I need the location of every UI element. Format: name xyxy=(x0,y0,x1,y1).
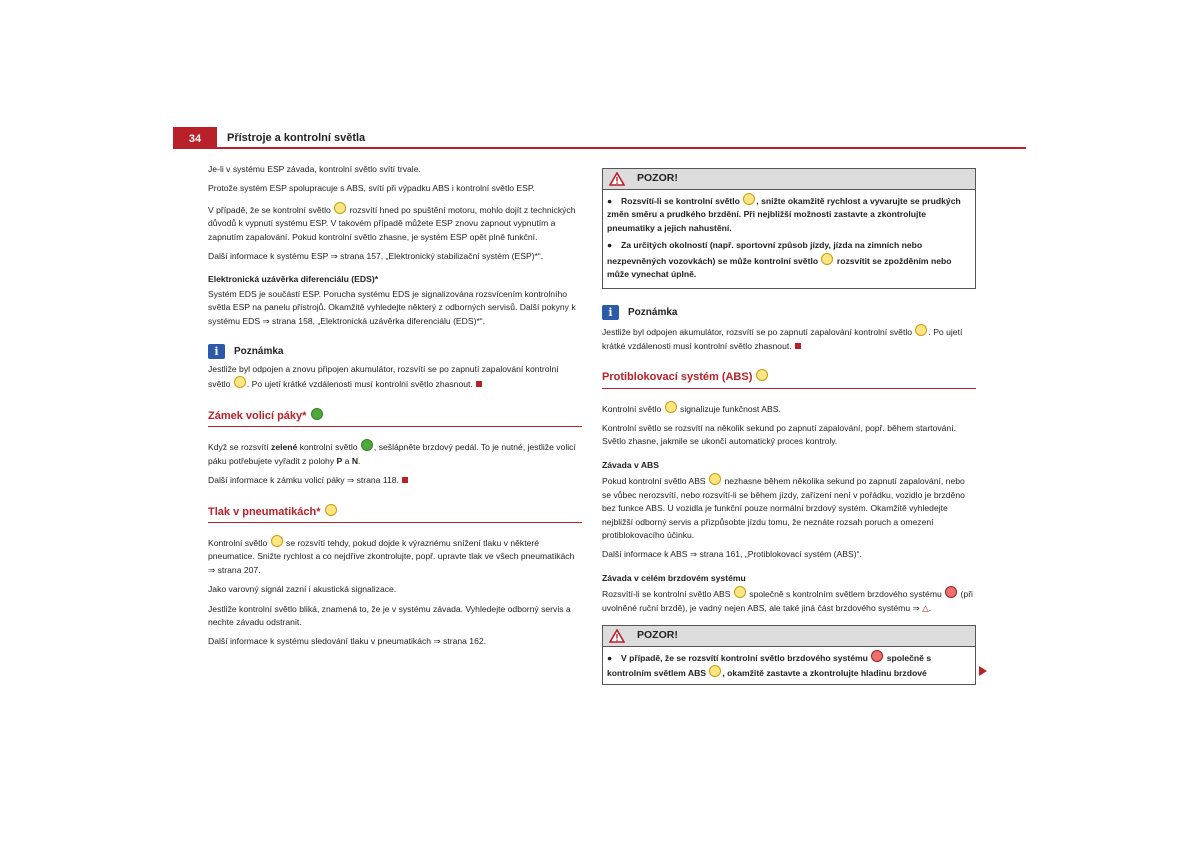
paragraph: Kontrolní světlo se rozsvítí tehdy, pokud dojde k výraznému snížení tlaku v některé pneumatice. Snižte rychlost a co nejdříve zkontrolujte, popř. upravte tlak ve všech pneumatikách ⇒ strana 207. xyxy=(208,535,582,577)
brake-fault-heading: Závada v celém brzdovém systému xyxy=(602,572,746,583)
end-mark-icon xyxy=(476,381,482,387)
warning-triangle-icon xyxy=(609,172,625,186)
warning-header xyxy=(603,626,975,647)
paragraph: Další informace k systému ESP ⇒ strana 157, „Elektronický stabilizační systém (ESP)*“. xyxy=(208,251,544,262)
end-mark-icon xyxy=(402,477,408,483)
paragraph: Další informace k ABS ⇒ strana 161, „Protiblokovací systém (ABS)“. xyxy=(602,549,862,560)
warning-body xyxy=(603,190,975,288)
warning-triangle-icon xyxy=(609,629,625,643)
abs-fault-heading: Závada v ABS xyxy=(602,459,659,470)
warning-title: POZOR! xyxy=(637,172,678,185)
selector-lock-icon xyxy=(361,439,373,451)
note-heading xyxy=(208,344,582,359)
warning-item: ● Za určitých okolností (např. sportovní způsob jízdy, jízda na zimních nebo nezpevněných vozovkách) se může kontrolní světlo rozsvítit se zpožděním nebo může vynechat úplně. xyxy=(607,240,952,280)
tyre-pressure-icon xyxy=(271,535,283,547)
tyre-pressure-icon xyxy=(743,193,755,205)
paragraph: Jestliže kontrolní světlo bliká, znamená to, že je v systému závada. Vyhledejte odborný servis a nechte závadu odstranit. xyxy=(208,603,571,627)
section-heading-abs: Protiblokovací systém (ABS) xyxy=(602,369,976,388)
tyre-pressure-icon xyxy=(325,504,337,516)
warning-header xyxy=(603,169,975,190)
paragraph: V případě, že se kontrolní světlo rozsvítí hned po spuštění motoru, mohlo dojít z technických důvodů k vypnutí systému ESP. V takovém případě můžete ESP znovu zapnout vypnutím a zapnutím zapalování. Pokud kontrolní světlo zhasne, je systém ESP opět plně funkční. xyxy=(208,202,582,244)
continue-arrow-icon xyxy=(979,666,987,676)
esp-warning-icon xyxy=(334,202,346,214)
paragraph: Kontrolní světlo se rozsvítí na několik sekund po zapnutí zapalování, popř. během startování. Světlo zhasne, jakmile se ukončí automatický proces kontroly. xyxy=(602,423,956,447)
abs-icon xyxy=(734,586,746,598)
page-number: 34 xyxy=(173,127,217,149)
header-rule xyxy=(173,147,1026,149)
eds-heading: Elektronická uzávěrka diferenciálu (EDS)* xyxy=(208,274,379,285)
paragraph: Pokud kontrolní světlo ABS nezhasne během několika sekund po zapnutí zapalování, nebo se vůbec nerozsvítí, nebo rozsvítí-li se během jízdy, zařízení není v pořádku, vozidlo je brzděno bez funkce ABS. U vozidla je funkční pouze normální brzdový systém. Okamžitě vyhledejte nejbližší odborný servis a přizpůsobte jízdu tomu, že neznáte rozsah poruch a omezení protiblokovacího účinku. xyxy=(602,473,976,542)
abs-icon xyxy=(709,473,721,485)
warning-body xyxy=(603,647,975,684)
warning-box xyxy=(602,168,976,289)
esp-warning-icon xyxy=(234,376,246,388)
section-heading-selector-lock: Zámek volicí páky* xyxy=(208,408,582,427)
right-column xyxy=(602,168,976,685)
info-icon: i xyxy=(602,305,619,320)
warning-triangle-icon: △ xyxy=(922,602,929,613)
note-text: Jestliže byl odpojen akumulátor, rozsvítí se po zapnutí zapalování kontrolní světlo . Po ujetí krátké vzdálenosti musí kontrolní světlo zhasnout. xyxy=(602,324,976,353)
abs-icon xyxy=(665,401,677,413)
warning-item: ● V případě, že se rozsvítí kontrolní světlo brzdového systému společně s kontrolním světlem ABS , okamžitě zastavte a zkontrolujte hladinu brzdové xyxy=(607,650,971,681)
note-text: Jestliže byl odpojen a znovu připojen akumulátor, rozsvítí se po zapnutí zapalování kontrolní světlo . Po ujetí krátké vzdálenosti musí kontrolní světlo zhasnout. xyxy=(208,364,559,390)
warning-item: ● Rozsvítí-li se kontrolní světlo , snižte okamžitě rychlost a vyvarujte se prudkých změn směru a prudkého brzdění. Při nejbližší možnosti zastavte a zkontrolujte pneumatiky a jejich nahustění. xyxy=(607,193,971,235)
paragraph: Systém EDS je součástí ESP. Porucha systému EDS je signalizována rozsvícením kontrolního světla ESP na panelu přístrojů. Okamžitě vyhledejte některý z odborných servisů. Další pokyny k systému EDS ⇒ strana 158, „Elektronická uzávěrka diferenciálu (EDS)*“. xyxy=(208,288,576,326)
paragraph: Když se rozsvítí zelené kontrolní světlo , sešlápněte brzdový pedál. To je nutné, jestliže volicí páku potřebujete vyřadit z polohy P a N. xyxy=(208,439,582,468)
brake-system-icon xyxy=(871,650,883,662)
left-column xyxy=(208,163,582,655)
tyre-pressure-icon xyxy=(821,253,833,265)
paragraph: Je-li v systému ESP závada, kontrolní světlo svítí trvale. xyxy=(208,164,421,174)
abs-icon xyxy=(756,369,768,381)
tyre-pressure-icon xyxy=(915,324,927,336)
paragraph: Kontrolní světlo signalizuje funkčnost ABS. xyxy=(602,401,976,416)
selector-lock-icon xyxy=(311,408,323,420)
brake-system-icon xyxy=(945,586,957,598)
section-heading-tyre-pressure: Tlak v pneumatikách* xyxy=(208,504,582,523)
page-header xyxy=(173,127,1026,149)
abs-icon xyxy=(709,665,721,677)
info-icon: i xyxy=(208,344,225,359)
paragraph: Jako varovný signál zazní i akustická signalizace. xyxy=(208,584,397,595)
end-mark-icon xyxy=(795,343,801,349)
chapter-title: Přístroje a kontrolní světla xyxy=(227,132,366,144)
note-title: Poznámka xyxy=(234,345,284,357)
warning-box xyxy=(602,625,976,685)
note-heading xyxy=(602,305,976,320)
paragraph: Rozsvítí-li se kontrolní světlo ABS společně s kontrolním světlem brzdového systému (při uvolněné ruční brzdě), je vadný nejen ABS, ale také jiná část brzdového systému ⇒ △. xyxy=(602,586,976,615)
warning-title: POZOR! xyxy=(637,629,678,642)
paragraph: Další informace k zámku volicí páky ⇒ strana 118. xyxy=(208,474,582,487)
paragraph: Další informace k systému sledování tlaku v pneumatikách ⇒ strana 162. xyxy=(208,636,487,647)
paragraph: Protože systém ESP spolupracuje s ABS, svítí při výpadku ABS i kontrolní světlo ESP. xyxy=(208,183,535,194)
note-title: Poznámka xyxy=(628,307,678,319)
